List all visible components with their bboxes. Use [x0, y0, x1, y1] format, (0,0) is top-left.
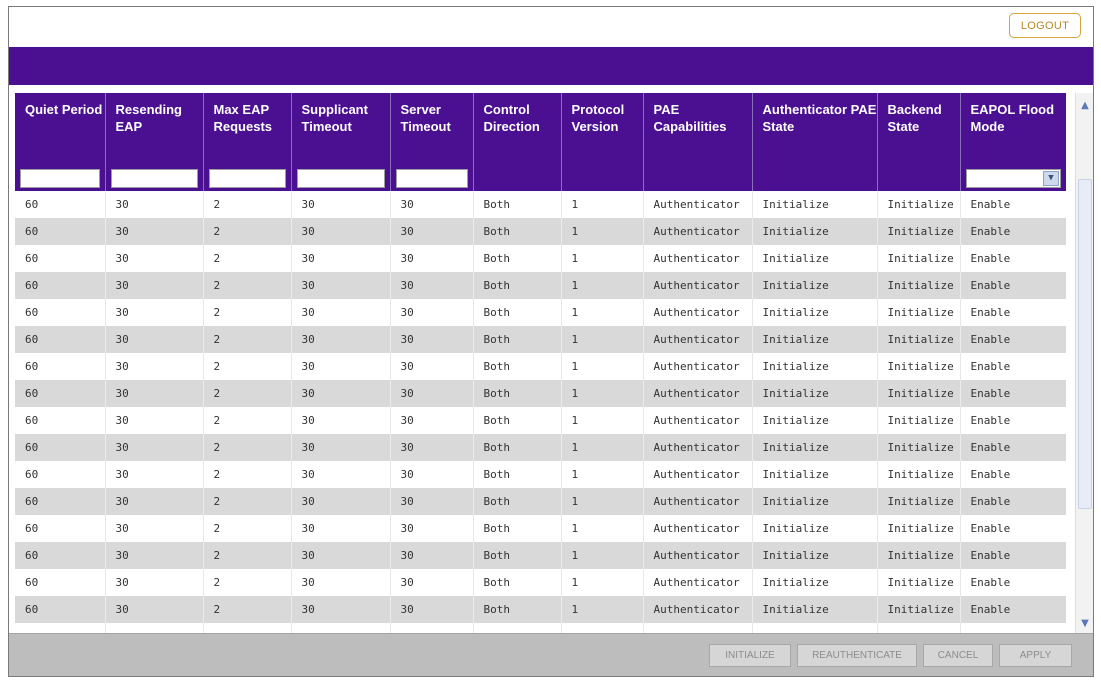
- table-cell: [643, 623, 752, 633]
- table-cell: Enable: [960, 218, 1066, 245]
- table-cell: 2: [203, 191, 291, 218]
- table-cell: 30: [291, 245, 390, 272]
- table-cell: Authenticator: [643, 515, 752, 542]
- table-cell: [960, 623, 1066, 633]
- table-cell: Authenticator: [643, 272, 752, 299]
- table-cell: Authenticator: [643, 326, 752, 353]
- table-cell: Initialize: [877, 353, 960, 380]
- table-cell: 30: [105, 542, 203, 569]
- column-header-protocol-version[interactable]: Protocol Version: [561, 93, 643, 165]
- table-cell: Enable: [960, 326, 1066, 353]
- table-cell: Authenticator: [643, 353, 752, 380]
- table-cell: Initialize: [752, 272, 877, 299]
- table-cell: 2: [203, 407, 291, 434]
- table-cell: Both: [473, 218, 561, 245]
- table-cell: 1: [561, 299, 643, 326]
- table-cell: 30: [105, 353, 203, 380]
- edit-cell: [105, 165, 203, 191]
- table-cell: [203, 623, 291, 633]
- table-cell: Authenticator: [643, 191, 752, 218]
- table-cell: Authenticator: [643, 596, 752, 623]
- table-cell: Authenticator: [643, 542, 752, 569]
- edit-cell: [15, 165, 105, 191]
- table-cell: Initialize: [877, 326, 960, 353]
- column-header-server-timeout[interactable]: Server Timeout: [390, 93, 473, 165]
- table-cell: 1: [561, 380, 643, 407]
- table-cell: Enable: [960, 272, 1066, 299]
- table-cell: 60: [15, 542, 105, 569]
- table-cell: 2: [203, 596, 291, 623]
- table-cell: [390, 623, 473, 633]
- action-bar: [9, 633, 1093, 676]
- scroll-up-icon[interactable]: ▲: [1081, 99, 1089, 111]
- table-cell: Initialize: [752, 326, 877, 353]
- column-header-quiet-period[interactable]: Quiet Period: [15, 93, 105, 165]
- table-cell: Enable: [960, 191, 1066, 218]
- table-cell: 30: [390, 488, 473, 515]
- table-row[interactable]: [15, 623, 1066, 633]
- table-cell: Both: [473, 245, 561, 272]
- table-row[interactable]: [15, 245, 1066, 272]
- table-cell: Both: [473, 596, 561, 623]
- column-header-resending-eap[interactable]: Resending EAP: [105, 93, 203, 165]
- table-cell: 30: [390, 434, 473, 461]
- table-cell: Initialize: [752, 569, 877, 596]
- table-cell: [291, 623, 390, 633]
- table-row[interactable]: [15, 596, 1066, 623]
- logout-button[interactable]: LOGOUT: [1009, 13, 1081, 38]
- table-cell: 2: [203, 542, 291, 569]
- reauthenticate-button[interactable]: REAUTHENTICATE: [797, 644, 917, 667]
- table-cell: Enable: [960, 515, 1066, 542]
- table-cell: 2: [203, 488, 291, 515]
- table-cell: 30: [390, 461, 473, 488]
- table-cell: Initialize: [752, 542, 877, 569]
- table-cell: 1: [561, 542, 643, 569]
- app-frame: [8, 6, 1094, 677]
- table-cell: 30: [390, 353, 473, 380]
- table-cell: Enable: [960, 434, 1066, 461]
- table-cell: 60: [15, 326, 105, 353]
- table-cell: 60: [15, 245, 105, 272]
- table-cell: Initialize: [752, 218, 877, 245]
- table-cell: 30: [291, 596, 390, 623]
- table-row[interactable]: [15, 434, 1066, 461]
- vertical-scrollbar[interactable]: [1075, 93, 1093, 633]
- header-divider: [9, 85, 1093, 91]
- port-authentication-table-container: [15, 93, 1066, 633]
- edit-cell: [203, 165, 291, 191]
- column-header-control-direction[interactable]: Control Direction: [473, 93, 561, 165]
- table-cell: 60: [15, 380, 105, 407]
- table-cell: Both: [473, 272, 561, 299]
- table-cell: 60: [15, 569, 105, 596]
- edit-cell: [390, 165, 473, 191]
- column-header-authenticator-pae-state[interactable]: Authenticator PAE State: [752, 93, 877, 165]
- table-cell: 30: [390, 380, 473, 407]
- table-cell: Initialize: [752, 380, 877, 407]
- server-timeout-input[interactable]: [396, 169, 468, 188]
- edit-cell: [473, 165, 561, 191]
- edit-row: [15, 165, 1066, 191]
- column-header-backend-state[interactable]: Backend State: [877, 93, 960, 165]
- cancel-button[interactable]: CANCEL: [923, 644, 993, 667]
- table-cell: 2: [203, 272, 291, 299]
- table-cell: Initialize: [752, 245, 877, 272]
- table-cell: Initialize: [877, 569, 960, 596]
- table-cell: Both: [473, 488, 561, 515]
- table-cell: 30: [291, 218, 390, 245]
- table-cell: [15, 623, 105, 633]
- table-cell: 30: [105, 191, 203, 218]
- apply-button[interactable]: APPLY: [999, 644, 1072, 667]
- table-cell: 1: [561, 515, 643, 542]
- table-row[interactable]: [15, 407, 1066, 434]
- table-cell: 30: [105, 272, 203, 299]
- table-cell: 60: [15, 299, 105, 326]
- table-cell: 60: [15, 596, 105, 623]
- table-cell: 1: [561, 326, 643, 353]
- table-cell: Both: [473, 326, 561, 353]
- edit-cell: [877, 165, 960, 191]
- table-cell: 1: [561, 272, 643, 299]
- edit-cell: [561, 165, 643, 191]
- edit-cell: [643, 165, 752, 191]
- column-header-pae-capabilities[interactable]: PAE Capabilities: [643, 93, 752, 165]
- table-cell: 30: [291, 353, 390, 380]
- table-cell: Initialize: [752, 191, 877, 218]
- table-row[interactable]: [15, 218, 1066, 245]
- table-row[interactable]: [15, 272, 1066, 299]
- initialize-button[interactable]: INITIALIZE: [709, 644, 791, 667]
- table-cell: Enable: [960, 380, 1066, 407]
- table-cell: 30: [291, 407, 390, 434]
- table-cell: 30: [105, 299, 203, 326]
- scrollbar-thumb[interactable]: [1078, 179, 1092, 509]
- table-row[interactable]: [15, 515, 1066, 542]
- column-header-supplicant-timeout[interactable]: Supplicant Timeout: [291, 93, 390, 165]
- supplicant-timeout-input[interactable]: [297, 169, 385, 188]
- column-header-eapol-flood-mode[interactable]: EAPOL Flood Mode: [960, 93, 1066, 165]
- table-cell: 30: [291, 434, 390, 461]
- table-cell: 30: [390, 218, 473, 245]
- table-cell: [105, 623, 203, 633]
- table-cell: Authenticator: [643, 461, 752, 488]
- table-cell: 30: [390, 542, 473, 569]
- table-cell: 60: [15, 353, 105, 380]
- table-cell: 60: [15, 407, 105, 434]
- table-cell: Both: [473, 299, 561, 326]
- table-cell: 60: [15, 461, 105, 488]
- table-cell: Enable: [960, 542, 1066, 569]
- table-header-row: [15, 93, 1066, 165]
- table-cell: 30: [105, 434, 203, 461]
- table-cell: 30: [291, 380, 390, 407]
- table-cell: 30: [390, 326, 473, 353]
- table-cell: Authenticator: [643, 488, 752, 515]
- table-cell: Initialize: [877, 299, 960, 326]
- table-cell: 60: [15, 218, 105, 245]
- edit-cell: [960, 165, 1066, 191]
- table-cell: 30: [390, 515, 473, 542]
- table-cell: 30: [390, 596, 473, 623]
- table-cell: 1: [561, 245, 643, 272]
- table-cell: [752, 623, 877, 633]
- table-cell: Initialize: [877, 245, 960, 272]
- table-cell: 2: [203, 353, 291, 380]
- table-cell: 30: [291, 515, 390, 542]
- table-cell: 30: [105, 380, 203, 407]
- table-cell: Initialize: [877, 218, 960, 245]
- table-cell: Authenticator: [643, 434, 752, 461]
- table-cell: 2: [203, 569, 291, 596]
- table-cell: Initialize: [877, 407, 960, 434]
- table-cell: Enable: [960, 353, 1066, 380]
- table-cell: Both: [473, 515, 561, 542]
- scroll-down-icon[interactable]: ▼: [1081, 617, 1089, 629]
- table-cell: 30: [105, 218, 203, 245]
- table-cell: Enable: [960, 407, 1066, 434]
- table-cell: 30: [291, 542, 390, 569]
- table-cell: 60: [15, 515, 105, 542]
- chevron-down-icon[interactable]: ▼: [1043, 171, 1059, 186]
- table-cell: 1: [561, 434, 643, 461]
- table-cell: Initialize: [877, 272, 960, 299]
- table-cell: 30: [291, 272, 390, 299]
- table-cell: 2: [203, 434, 291, 461]
- table-row[interactable]: [15, 488, 1066, 515]
- table-cell: Both: [473, 461, 561, 488]
- table-cell: [877, 623, 960, 633]
- table-cell: Enable: [960, 596, 1066, 623]
- table-cell: Initialize: [877, 434, 960, 461]
- table-cell: 1: [561, 596, 643, 623]
- table-cell: 60: [15, 272, 105, 299]
- table-cell: Initialize: [752, 488, 877, 515]
- table-cell: 30: [390, 245, 473, 272]
- header-band: [9, 47, 1093, 85]
- table-cell: 2: [203, 245, 291, 272]
- table-cell: 30: [105, 596, 203, 623]
- max-eap-requests-input[interactable]: [209, 169, 286, 188]
- resending-eap-input[interactable]: [111, 169, 198, 188]
- table-cell: Enable: [960, 569, 1066, 596]
- table-cell: 30: [390, 569, 473, 596]
- table-cell: 30: [390, 272, 473, 299]
- table-cell: 1: [561, 407, 643, 434]
- table-cell: 30: [291, 569, 390, 596]
- table-cell: 2: [203, 218, 291, 245]
- eapol-flood-mode-select[interactable]: [966, 169, 1062, 188]
- table-cell: Enable: [960, 461, 1066, 488]
- table-row[interactable]: [15, 542, 1066, 569]
- table-cell: 30: [390, 299, 473, 326]
- table-cell: Initialize: [877, 596, 960, 623]
- table-cell: 30: [105, 326, 203, 353]
- table-row[interactable]: [15, 191, 1066, 218]
- table-cell: Both: [473, 407, 561, 434]
- table-cell: Enable: [960, 488, 1066, 515]
- table-cell: Enable: [960, 299, 1066, 326]
- table-cell: 1: [561, 461, 643, 488]
- table-cell: 2: [203, 515, 291, 542]
- table-cell: Initialize: [752, 407, 877, 434]
- table-cell: 2: [203, 299, 291, 326]
- table-cell: 2: [203, 380, 291, 407]
- table-cell: Initialize: [877, 542, 960, 569]
- table-cell: 30: [105, 488, 203, 515]
- table-cell: 1: [561, 569, 643, 596]
- table-cell: 60: [15, 191, 105, 218]
- table-cell: 2: [203, 461, 291, 488]
- table-cell: Both: [473, 191, 561, 218]
- table-cell: 30: [291, 326, 390, 353]
- table-cell: 30: [105, 461, 203, 488]
- table-cell: Initialize: [752, 353, 877, 380]
- table-cell: 30: [291, 191, 390, 218]
- table-cell: Initialize: [877, 461, 960, 488]
- table-cell: 2: [203, 326, 291, 353]
- table-cell: Initialize: [752, 515, 877, 542]
- table-row[interactable]: [15, 569, 1066, 596]
- table-row[interactable]: [15, 326, 1066, 353]
- table-cell: 30: [390, 407, 473, 434]
- table-row[interactable]: [15, 380, 1066, 407]
- table-cell: 30: [390, 191, 473, 218]
- table-cell: 30: [291, 488, 390, 515]
- table-cell: Initialize: [752, 596, 877, 623]
- table-cell: 30: [105, 569, 203, 596]
- table-cell: Authenticator: [643, 218, 752, 245]
- table-cell: Initialize: [877, 191, 960, 218]
- table-cell: Initialize: [752, 461, 877, 488]
- table-cell: 1: [561, 353, 643, 380]
- table-cell: Authenticator: [643, 569, 752, 596]
- table-cell: Authenticator: [643, 407, 752, 434]
- table-row[interactable]: [15, 299, 1066, 326]
- table-cell: 1: [561, 191, 643, 218]
- table-row[interactable]: [15, 353, 1066, 380]
- column-header-max-eap-requests[interactable]: Max EAP Requests: [203, 93, 291, 165]
- table-cell: Authenticator: [643, 299, 752, 326]
- table-cell: Authenticator: [643, 245, 752, 272]
- table-cell: Initialize: [752, 434, 877, 461]
- table-cell: Initialize: [752, 299, 877, 326]
- edit-cell: [752, 165, 877, 191]
- table-cell: Enable: [960, 245, 1066, 272]
- table-cell: Both: [473, 434, 561, 461]
- table-cell: 30: [291, 299, 390, 326]
- table-cell: 30: [105, 245, 203, 272]
- table-row[interactable]: [15, 461, 1066, 488]
- port-authentication-table: [15, 93, 1066, 633]
- table-cell: 60: [15, 434, 105, 461]
- table-cell: 30: [291, 461, 390, 488]
- table-cell: 1: [561, 488, 643, 515]
- table-cell: Initialize: [877, 380, 960, 407]
- table-cell: 30: [105, 515, 203, 542]
- table-cell: Initialize: [877, 488, 960, 515]
- table-cell: Authenticator: [643, 380, 752, 407]
- quiet-period-input[interactable]: [20, 169, 100, 188]
- table-cell: Initialize: [877, 515, 960, 542]
- table-cell: [561, 623, 643, 633]
- table-cell: [473, 623, 561, 633]
- table-cell: 30: [105, 407, 203, 434]
- table-cell: Both: [473, 542, 561, 569]
- table-cell: Both: [473, 569, 561, 596]
- table-cell: 1: [561, 218, 643, 245]
- table-cell: Both: [473, 353, 561, 380]
- table-cell: 60: [15, 488, 105, 515]
- table-cell: Both: [473, 380, 561, 407]
- edit-cell: [291, 165, 390, 191]
